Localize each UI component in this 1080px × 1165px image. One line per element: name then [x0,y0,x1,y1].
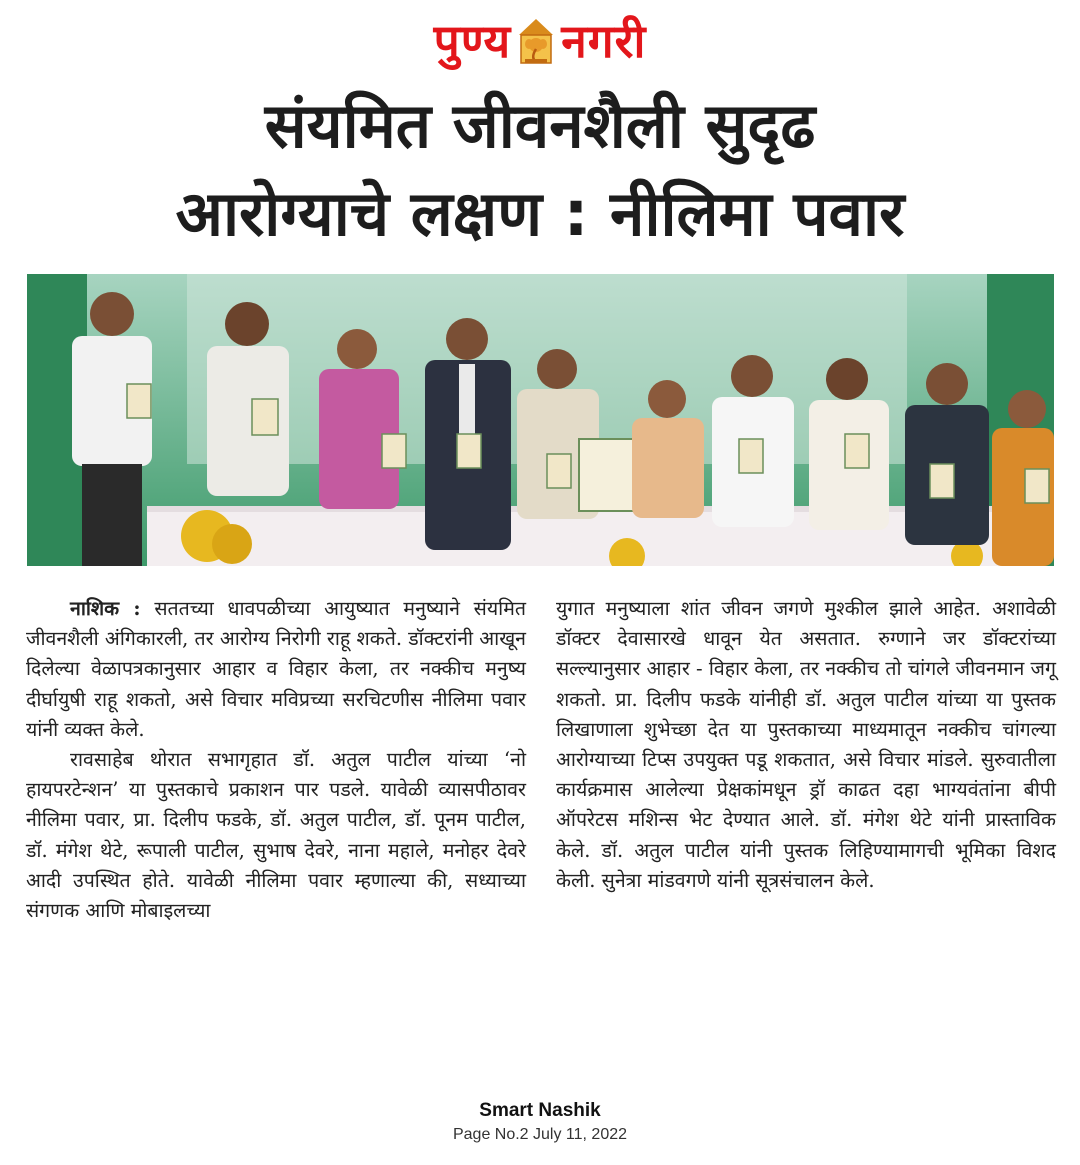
masthead [0,10,1080,72]
headline-line-2: आरोग्याचे लक्षण : नीलिमा पवार [175,177,905,250]
photo-illustration [27,274,1054,566]
article-paragraph [26,594,526,745]
article-column-right [556,594,1056,896]
footer [0,1098,1080,1146]
article-paragraph: युगात मनुष्याला शांत जीवन जगणे मुश्कील झाले आहेत. अशावेळी डॉक्टर देवासारखे धावून येत असतात. रुग्णाने जर डॉक्टरांच्या सल्ल्यानुसार आहार - विहार केला, तर नक्कीच तो चांगले जीवनमान जगू शकतो. प्रा. दिलीप फडके यांनीही डॉ. अतुल पाटील यांच्या या पुस्तक लिखाणाला शुभेच्छा देत या पुस्तकाच्या माध्यमातून नक्कीच चांगल्या आरोग्याच्या टिप्स उपयुक्त पडू शकतात, असे विचार मांडले. सुरुवातीला कार्यक्रमास आलेल्या प्रेक्षकांमधून ड्रॉ काढत दहा भाग्यवंतांना बीपी ऑपरेटस मशिन्स भेट देण्यात आले. डॉ. मंगेश थेटे यांनी प्रास्ताविक केले. डॉ. अतुल पाटील यांनी पुस्तक लिहिण्यामागची भूमिका विशद केली. सुनेत्रा मांडवगणे यांनी सूत्रसंचालन केले. [556,597,1056,892]
article-column-left [26,594,526,926]
masthead-word-left: पुण्य [433,14,512,68]
article-dateline: नाशिक : [70,597,141,620]
page-info: Page No.2 July 11, 2022 [452,1126,628,1143]
headline [20,82,1060,258]
ganesha-emblem-icon [515,15,557,67]
article-text: सततच्या धावपळीच्या आयुष्यात मनुष्याने संयमित जीवनशैली अंगिकारली, तर आरोग्य निरोगी राहू शकते. डॉक्टरांनी आखून दिलेल्या वेळापत्रकानुसार आहार व विहार केला, तर नक्कीच मनुष्य दीर्घायुषी राहू शकतो, असे विचार मविप्रच्या सरचिटणीस नीलिमा पवार यांनी व्यक्त केले. [26,597,527,741]
article-paragraph: रावसाहेब थोरात सभागृहात डॉ. अतुल पाटील यांच्या ‘नो हायपरटेन्शन’ या पुस्तकाचे प्रकाशन पार पडले. यावेळी व्यासपीठावर नीलिमा पवार, प्रा. दिलीप फडके, डॉ. अतुल पाटील, डॉ. पूनम पाटील, डॉ. मंगेश थेटे, रूपाली पाटील, सुभाष देवरे, नाना महाले, मनोहर देवरे आदी उपस्थित होते. यावेळी नीलिमा पवार म्हणाल्या की, सध्याच्या संगणक आणि मोबाइलच्या [26,748,526,923]
headline-line-1: संयमित जीवनशैली सुदृढ [264,89,816,162]
book-launch-photo [27,274,1054,566]
source-name: Smart Nashik [479,1100,601,1121]
masthead-word-right: नगरी [561,14,647,68]
